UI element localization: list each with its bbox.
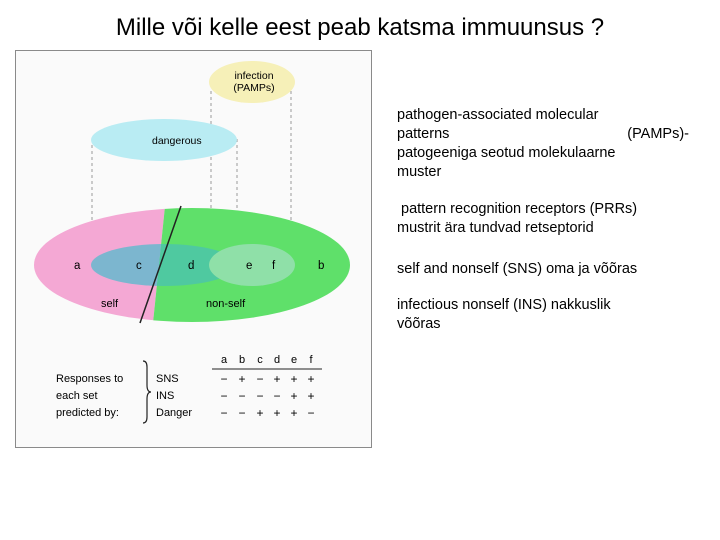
region-label-f: f — [272, 260, 276, 272]
cell-ins-f: + — [307, 389, 315, 403]
cell-danger-b: − — [238, 406, 246, 420]
page-title: Mille või kelle eest peab katsma immuunsus ? — [115, 14, 605, 41]
note-ins — [397, 296, 697, 334]
column-header-f: f — [309, 354, 313, 366]
column-header-b: b — [238, 354, 246, 366]
note-ins-line2: võõras — [397, 316, 441, 332]
note-sns-line1: self and nonself (SNS) oma ja võõras — [397, 261, 638, 277]
row-label-sns: SNS — [156, 373, 179, 385]
column-header-d: d — [273, 354, 281, 366]
cell-ins-e: + — [290, 389, 298, 403]
column-header-e: e — [290, 354, 298, 366]
note-pamps-line4: muster — [397, 164, 442, 180]
cell-sns-d: + — [273, 372, 281, 386]
table-values — [220, 372, 314, 420]
note-pamps-line2 — [397, 125, 689, 144]
note-pamps-line3: patogeeniga seotud molekulaarne — [397, 145, 616, 161]
nonself-label: non-self — [206, 298, 246, 310]
region-label-d: d — [188, 260, 195, 272]
row-label-danger: Danger — [156, 407, 193, 419]
cell-danger-d: + — [273, 406, 281, 420]
responses-label-line2: each set — [56, 390, 98, 402]
region-label-a: a — [74, 260, 81, 272]
cell-danger-f: − — [307, 406, 315, 420]
cell-sns-e: + — [290, 372, 298, 386]
venn-diagram — [16, 51, 373, 449]
infection-label: infection — [234, 70, 274, 82]
self-label: self — [101, 298, 119, 310]
cell-sns-a: − — [220, 372, 228, 386]
dangerous-label: dangerous — [152, 135, 202, 147]
responses-label-line1: Responses to — [56, 373, 124, 385]
note-prrs — [397, 200, 697, 238]
cell-danger-a: − — [220, 406, 228, 420]
note-pamps — [397, 106, 689, 182]
curly-brace — [143, 361, 151, 423]
note-pamps-line2-right: (PAMPs)- — [627, 126, 689, 142]
pamps-label: (PAMPs) — [233, 82, 275, 94]
region-label-c: c — [136, 260, 142, 272]
note-prrs-line2: mustrit ära tundvad retseptorid — [397, 220, 594, 236]
cell-ins-c: − — [256, 389, 264, 403]
cell-ins-b: − — [238, 389, 246, 403]
cell-sns-f: + — [307, 372, 315, 386]
column-header-a: a — [220, 354, 228, 366]
cell-danger-e: + — [290, 406, 298, 420]
region-label-e: e — [246, 260, 253, 272]
cell-sns-c: − — [256, 372, 264, 386]
cell-danger-c: + — [256, 406, 264, 420]
row-label-ins: INS — [156, 390, 175, 402]
cell-sns-b: + — [238, 372, 246, 386]
responses-label-line3: predicted by: — [56, 407, 119, 419]
note-pamps-line2-left: patterns — [397, 126, 450, 142]
note-pamps-line1: pathogen-associated molecular — [397, 107, 599, 123]
region-label-b: b — [318, 260, 325, 272]
cell-ins-d: − — [273, 389, 281, 403]
column-header-c: c — [257, 354, 263, 366]
note-ins-line1: infectious nonself (INS) nakkuslik — [397, 297, 611, 313]
note-sns — [397, 260, 697, 279]
immune-recognition-figure — [15, 50, 372, 448]
cell-ins-a: − — [220, 389, 228, 403]
note-prrs-line1: pattern recognition receptors (PRRs) — [401, 201, 638, 217]
